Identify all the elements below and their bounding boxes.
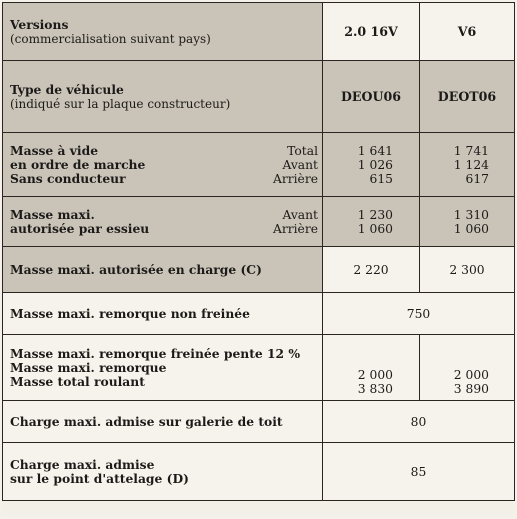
masse-vide-v2-arriere: 617 [465, 171, 489, 186]
remorque-freinee-v1 [323, 335, 420, 401]
masse-essieu-v1-arriere: 1 060 [357, 221, 393, 236]
masse-essieu-line-1: Masse maxi. [10, 206, 95, 222]
position-total: Total [287, 143, 318, 158]
row-versions [3, 3, 515, 61]
masse-essieu-v2-arriere: 1 060 [453, 221, 489, 236]
masse-vide-v1-arriere: 615 [369, 171, 393, 186]
essieu-position-arriere: Arrière [272, 221, 318, 236]
masse-charge-v1: 2 220 [323, 247, 420, 293]
masse-charge-label: Masse maxi. autorisée en charge (C) [3, 247, 323, 293]
versions-sub: (commercialisation suivant pays) [10, 31, 211, 46]
remorque-freinee-v1-remorque: 2 000 [357, 368, 393, 382]
version-2-header: V6 [420, 3, 515, 61]
remorque-freinee-v2-roulant: 3 890 [453, 382, 489, 396]
type-label-cell [3, 61, 323, 133]
galerie-value: 80 [323, 401, 515, 443]
position-avant: Avant [282, 157, 318, 172]
attelage-line-1: Charge maxi. admise [10, 456, 155, 472]
galerie-label: Charge maxi. admise sur galerie de toit [3, 401, 323, 443]
masse-vide-line-3: Sans conducteur [10, 170, 126, 186]
masse-vide-line-1: Masse à vide [10, 142, 99, 158]
masse-essieu-v1 [323, 197, 420, 247]
remorque-non-freinee-label: Masse maxi. remorque non freinée [3, 293, 323, 335]
row-type [3, 61, 515, 133]
type-label: Type de véhicule [10, 81, 124, 97]
remorque-freinee-v2 [420, 335, 515, 401]
remorque-freinee-label-cell [3, 335, 323, 401]
masse-vide-v1-total: 1 641 [357, 143, 393, 158]
masse-vide-v2-avant: 1 124 [453, 157, 489, 172]
masse-vide-line-2: en ordre de marche [10, 156, 146, 172]
masse-vide-v1-avant: 1 026 [357, 157, 393, 172]
masse-charge-v2: 2 300 [420, 247, 515, 293]
row-masse-vide [3, 133, 515, 197]
remorque-freinee-line-2: Masse maxi. remorque [10, 359, 167, 375]
masse-essieu-line-2: autorisée par essieu [10, 220, 150, 236]
type-v1: DEOU06 [323, 61, 420, 133]
remorque-freinee-v2-remorque: 2 000 [453, 368, 489, 382]
row-attelage [3, 443, 515, 501]
row-masse-essieu [3, 197, 515, 247]
position-arriere: Arrière [272, 171, 318, 186]
remorque-non-freinee-value: 750 [323, 293, 515, 335]
masse-essieu-v2-avant: 1 310 [453, 207, 489, 222]
attelage-line-2: sur le point d'attelage (D) [10, 470, 189, 486]
attelage-value: 85 [323, 443, 515, 501]
attelage-label-cell [3, 443, 323, 501]
row-galerie [3, 401, 515, 443]
row-remorque-freinee [3, 335, 515, 401]
versions-label-cell [3, 3, 323, 61]
type-v2: DEOT06 [420, 61, 515, 133]
remorque-freinee-line-3: Masse total roulant [10, 373, 145, 389]
masse-essieu-v1-avant: 1 230 [357, 207, 393, 222]
remorque-freinee-v1-roulant: 3 830 [357, 382, 393, 396]
version-1-header: 2.0 16V [323, 3, 420, 61]
essieu-position-avant: Avant [282, 207, 318, 222]
masse-essieu-label-cell [3, 197, 323, 247]
masse-vide-v1 [323, 133, 420, 197]
vehicle-mass-table [2, 2, 515, 501]
masse-vide-v2-total: 1 741 [453, 143, 489, 158]
masse-vide-v2 [420, 133, 515, 197]
versions-label: Versions [10, 16, 69, 32]
remorque-freinee-line-1: Masse maxi. remorque freinée pente 12 % [10, 345, 301, 361]
masse-vide-label-cell [3, 133, 323, 197]
row-masse-charge [3, 247, 515, 293]
specifications-sheet [2, 2, 514, 515]
masse-essieu-v2 [420, 197, 515, 247]
type-sub: (indiqué sur la plaque constructeur) [10, 96, 231, 111]
row-remorque-non-freinee [3, 293, 515, 335]
